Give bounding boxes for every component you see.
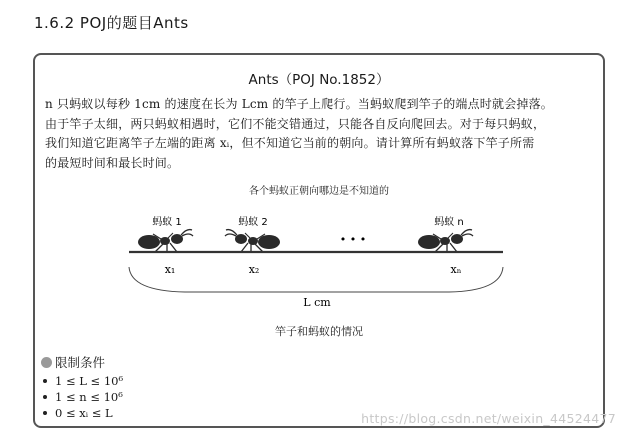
constraints-heading-text: 限制条件: [55, 355, 106, 370]
ant-label-1: 蚂蚁 1: [152, 217, 182, 228]
constraint-item: [41, 405, 123, 421]
ant-2-icon: [225, 230, 280, 253]
x-label-1: x₁: [164, 263, 176, 276]
description-line: 由于竿子太细，两只蚂蚁相遇时，它们不能交错通过，只能各自反向爬回去。对于每只蚂蚁，: [45, 116, 546, 131]
problem-description: [45, 95, 595, 173]
constraint-text: 0 ≤ xᵢ ≤ L: [55, 406, 113, 420]
length-brace: [129, 267, 503, 292]
length-label: L cm: [303, 296, 331, 309]
x-label-2: x₂: [248, 263, 260, 276]
problem-title: Ants（POJ No.1852）: [248, 72, 390, 88]
constraint-text: 1 ≤ L ≤ 10⁶: [55, 374, 124, 388]
diagram-top-caption: 各个蚂蚁正朝向哪边是不知道的: [249, 186, 389, 197]
ant-1-icon: [138, 230, 193, 253]
constraint-item: [41, 389, 123, 405]
constraint-item: [41, 373, 123, 389]
description-line: 的最短时间和最长时间。: [45, 155, 180, 170]
tip-icon: [41, 357, 52, 368]
watermark: https://blog.csdn.net/weixin_44524477: [361, 411, 616, 426]
ant-label-n: 蚂蚁 n: [434, 217, 464, 228]
bullet-icon: [43, 379, 47, 383]
x-label-n: xₙ: [450, 263, 462, 276]
ellipsis: • • •: [339, 233, 367, 246]
diagram-bottom-caption: 竿子和蚂蚁的情况: [275, 325, 363, 338]
constraints-heading: [41, 353, 123, 371]
constraints-section: [41, 353, 123, 421]
ant-label-2: 蚂蚁 2: [238, 217, 268, 228]
ant-n-icon: [418, 230, 473, 253]
constraint-text: 1 ≤ n ≤ 10⁶: [55, 390, 123, 404]
section-title: 1.6.2 POJ的题目Ants: [34, 14, 189, 32]
bullet-icon: [43, 395, 47, 399]
problem-box: [33, 53, 605, 428]
description-line: n 只蚂蚁以每秒 1cm 的速度在长为 Lcm 的竿子上爬行。当蚂蚁爬到竿子的端点时就会掉落。: [45, 97, 554, 111]
bullet-icon: [43, 411, 47, 415]
constraints-list: [41, 373, 123, 421]
description-line: 我们知道它距离竿子左端的距离 xᵢ，但不知道它当前的朝向。请计算所有蚂蚁落下竿子所需: [45, 136, 535, 150]
pole-diagram: [35, 195, 603, 323]
